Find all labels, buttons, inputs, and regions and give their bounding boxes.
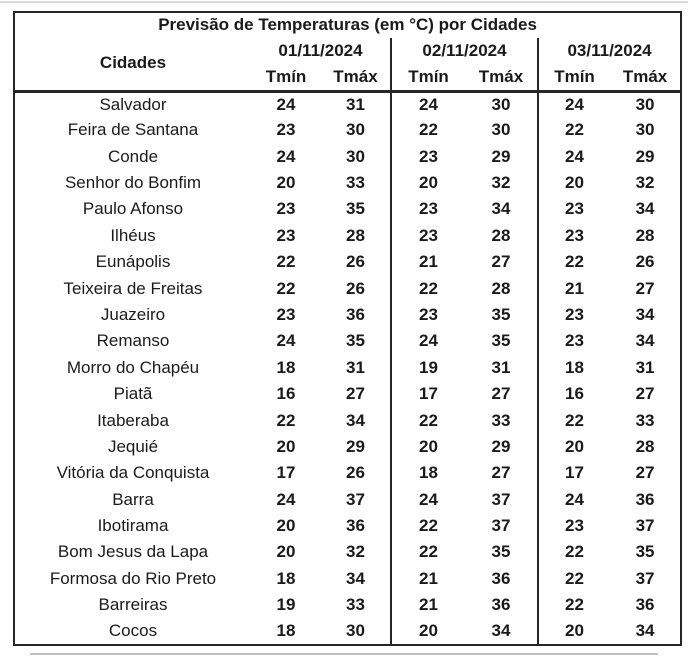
tmin-cell: 23 — [538, 223, 610, 249]
tmax-cell: 28 — [346, 225, 365, 245]
city-cell: Ilhéus — [110, 225, 156, 245]
tmax-cell: 30 — [491, 94, 511, 114]
city-cell: Remanso — [96, 331, 170, 351]
tmin-cell: 23 — [538, 329, 610, 355]
tmax-cell: 32 — [346, 542, 365, 562]
tmax-cell: 26 — [346, 278, 365, 298]
tmin-cell: 22 — [538, 540, 610, 566]
table-row — [14, 381, 681, 407]
tmin-cell: 24 — [276, 146, 296, 166]
tmax-cell: 27 — [346, 384, 365, 404]
tmax-cell: 27 — [491, 252, 511, 272]
tmin-cell: 24 — [276, 331, 296, 351]
table-row — [14, 592, 681, 618]
tmax-cell: 34 — [635, 199, 655, 219]
tmin-cell: 20 — [276, 173, 296, 193]
city-cell: Conde — [107, 146, 159, 166]
tmax-cell: 26 — [346, 463, 365, 483]
tmin-cell: 20 — [538, 170, 610, 196]
table-row — [14, 144, 681, 170]
tmin-cell: 23 — [391, 144, 465, 170]
tmin-header-2: Tmín — [391, 65, 465, 91]
tmax-cell: 36 — [635, 489, 655, 509]
table-title: Previsão de Temperaturas (em °C) por Cidades — [158, 15, 537, 35]
city-cell: Paulo Afonso — [82, 199, 184, 219]
table-row — [14, 302, 681, 328]
tmin-cell: 16 — [538, 381, 610, 407]
tmax-cell: 34 — [635, 304, 655, 324]
tmax-cell: 27 — [635, 278, 655, 298]
tmin-cell: 18 — [276, 568, 296, 588]
city-cell: Eunápolis — [95, 252, 171, 272]
date-header-2: 02/11/2024 — [391, 38, 538, 65]
table-header — [14, 12, 681, 91]
tmin-cell: 18 — [276, 357, 296, 377]
tmin-cell: 22 — [276, 252, 296, 272]
tmax-cell: 35 — [491, 304, 511, 324]
tmin-cell: 23 — [391, 197, 465, 223]
tmax-cell: 29 — [635, 146, 655, 166]
tmin-cell: 24 — [538, 91, 610, 117]
tmax-cell: 36 — [491, 595, 511, 615]
tmax-cell: 31 — [635, 357, 655, 377]
tmin-cell: 22 — [538, 249, 610, 275]
tmax-cell: 30 — [346, 146, 365, 166]
tmin-cell: 18 — [538, 355, 610, 381]
tmin-cell: 17 — [276, 463, 296, 483]
tmax-cell: 32 — [635, 173, 655, 193]
tmax-cell: 36 — [635, 595, 655, 615]
tmax-cell: 28 — [491, 225, 511, 245]
tmin-cell: 19 — [391, 355, 465, 381]
tmax-cell: 33 — [635, 410, 655, 430]
tmax-cell: 37 — [635, 516, 655, 536]
tmax-cell: 31 — [346, 94, 365, 114]
city-cell: Barra — [112, 489, 154, 509]
tmax-cell: 35 — [346, 199, 365, 219]
city-cell: Ibotirama — [97, 516, 169, 536]
tmin-cell: 22 — [391, 540, 465, 566]
date-header-row — [14, 38, 681, 65]
tmax-cell: 34 — [346, 410, 365, 430]
table-row — [14, 355, 681, 381]
tmax-cell: 30 — [491, 120, 511, 140]
tmin-cell: 23 — [391, 302, 465, 328]
tmin-cell: 22 — [391, 408, 465, 434]
tmax-cell: 34 — [491, 199, 511, 219]
tmin-cell: 24 — [538, 487, 610, 513]
city-cell: Cocos — [108, 621, 158, 641]
tmin-cell: 18 — [276, 621, 296, 641]
tmin-cell: 22 — [538, 566, 610, 592]
table-row — [14, 223, 681, 249]
tmin-cell: 23 — [538, 513, 610, 539]
tmax-cell: 34 — [346, 568, 365, 588]
tmax-cell: 31 — [491, 357, 511, 377]
table-row — [14, 408, 681, 434]
tmin-cell: 20 — [391, 434, 465, 460]
table-row — [14, 434, 681, 460]
tmax-cell: 32 — [491, 173, 511, 193]
tmax-cell: 29 — [491, 436, 511, 456]
tmax-cell: 36 — [491, 568, 511, 588]
tmin-cell: 24 — [276, 94, 296, 114]
tmin-cell: 20 — [276, 542, 296, 562]
tmax-header-3: Tmáx — [610, 65, 681, 91]
tmax-cell: 27 — [635, 384, 655, 404]
tmin-cell: 20 — [391, 619, 465, 645]
tmax-header-2: Tmáx — [465, 65, 538, 91]
tmin-cell: 20 — [538, 434, 610, 460]
tmax-cell: 35 — [635, 542, 655, 562]
table-row — [14, 460, 681, 486]
tmin-cell: 23 — [391, 223, 465, 249]
city-cell: Formosa do Rio Preto — [49, 568, 217, 588]
tmax-cell: 35 — [491, 331, 511, 351]
table-row — [14, 91, 681, 117]
tmax-cell: 27 — [635, 463, 655, 483]
city-cell: Teixeira de Freitas — [63, 278, 203, 298]
tmax-cell: 27 — [491, 384, 511, 404]
table-row — [14, 619, 681, 645]
bottom-edge-artifact — [30, 653, 658, 655]
tmax-cell: 30 — [635, 120, 655, 140]
tmax-cell: 37 — [491, 516, 511, 536]
tmax-cell: 33 — [346, 595, 365, 615]
table-body — [14, 91, 681, 645]
city-cell: Itaberaba — [97, 410, 169, 430]
table-row — [14, 276, 681, 302]
city-cell: Jequié — [107, 436, 159, 456]
tmin-cell: 22 — [276, 278, 296, 298]
table-row — [14, 117, 681, 143]
table-row — [14, 197, 681, 223]
tmin-cell: 20 — [276, 436, 296, 456]
date-header-3: 03/11/2024 — [538, 38, 681, 65]
tmax-cell: 27 — [491, 463, 511, 483]
tmin-cell: 22 — [538, 592, 610, 618]
city-cell: Barreiras — [98, 595, 168, 615]
tmin-cell: 24 — [391, 91, 465, 117]
tmin-cell: 24 — [276, 489, 296, 509]
tmin-cell: 23 — [538, 197, 610, 223]
tmin-cell: 22 — [538, 408, 610, 434]
tmin-cell: 22 — [538, 117, 610, 143]
tmin-cell: 19 — [276, 595, 296, 615]
tmin-cell: 22 — [391, 276, 465, 302]
tmax-cell: 35 — [491, 542, 511, 562]
tmax-cell: 33 — [491, 410, 511, 430]
tmin-cell: 21 — [391, 566, 465, 592]
tmin-cell: 23 — [276, 225, 296, 245]
tmax-cell: 30 — [346, 621, 365, 641]
top-edge-artifact — [0, 1, 688, 3]
tmax-cell: 31 — [346, 357, 365, 377]
city-cell: Morro do Chapéu — [66, 357, 200, 377]
city-cell: Vitória da Conquista — [56, 463, 210, 483]
table-row — [14, 487, 681, 513]
tmax-cell: 30 — [346, 120, 365, 140]
city-cell: Juazeiro — [100, 304, 166, 324]
city-cell: Senhor do Bonfim — [64, 173, 202, 193]
table-row — [14, 513, 681, 539]
city-cell: Salvador — [99, 94, 167, 114]
tmax-cell: 30 — [635, 94, 655, 114]
tmin-cell: 20 — [391, 170, 465, 196]
tmax-cell: 34 — [491, 621, 511, 641]
tmax-cell: 34 — [635, 621, 655, 641]
city-cell: Bom Jesus da Lapa — [57, 542, 209, 562]
tmin-cell: 18 — [391, 460, 465, 486]
date-header-1: 01/11/2024 — [278, 41, 363, 61]
tmax-header-1: Tmáx — [321, 65, 391, 91]
tmin-cell: 24 — [538, 144, 610, 170]
table-row — [14, 170, 681, 196]
tmin-cell: 23 — [276, 304, 296, 324]
tmax-cell: 36 — [346, 304, 365, 324]
table-row — [14, 566, 681, 592]
tmin-cell: 21 — [538, 276, 610, 302]
tmin-cell: 23 — [276, 199, 296, 219]
tmax-cell: 34 — [635, 331, 655, 351]
tmax-cell: 36 — [346, 516, 365, 536]
table-row — [14, 540, 681, 566]
tmin-cell: 20 — [538, 619, 610, 645]
tmin-cell: 23 — [538, 302, 610, 328]
tmax-cell: 28 — [491, 278, 511, 298]
title-row — [14, 12, 681, 38]
tmin-cell: 20 — [276, 516, 296, 536]
tmax-cell: 26 — [346, 252, 365, 272]
tmin-header-3: Tmín — [538, 65, 610, 91]
tmin-cell: 17 — [538, 460, 610, 486]
tmax-cell: 37 — [491, 489, 511, 509]
tmax-cell: 33 — [346, 173, 365, 193]
tmax-cell: 28 — [635, 436, 655, 456]
tmin-cell: 21 — [391, 249, 465, 275]
tmax-cell: 26 — [635, 252, 655, 272]
tmin-cell: 16 — [276, 384, 296, 404]
tmax-cell: 29 — [491, 146, 511, 166]
tmin-cell: 21 — [391, 592, 465, 618]
tmin-cell: 24 — [391, 487, 465, 513]
tmin-cell: 22 — [276, 410, 296, 430]
tmax-cell: 28 — [635, 225, 655, 245]
tmax-cell: 35 — [346, 331, 365, 351]
tmin-header-1: Tmín — [251, 65, 321, 91]
tmin-cell: 17 — [391, 381, 465, 407]
table-row — [14, 329, 681, 355]
tmin-cell: 23 — [276, 120, 296, 140]
cities-column-header: Cidades — [14, 38, 251, 91]
table-row — [14, 249, 681, 275]
city-cell: Piatã — [113, 384, 153, 404]
tmax-cell: 29 — [346, 436, 365, 456]
city-cell: Feira de Santana — [67, 120, 199, 140]
tmax-cell: 37 — [346, 489, 365, 509]
tmin-cell: 24 — [391, 329, 465, 355]
tmin-cell: 22 — [391, 117, 465, 143]
tmax-cell: 37 — [635, 568, 655, 588]
temperature-forecast-table — [13, 11, 682, 646]
tmin-cell: 22 — [391, 513, 465, 539]
